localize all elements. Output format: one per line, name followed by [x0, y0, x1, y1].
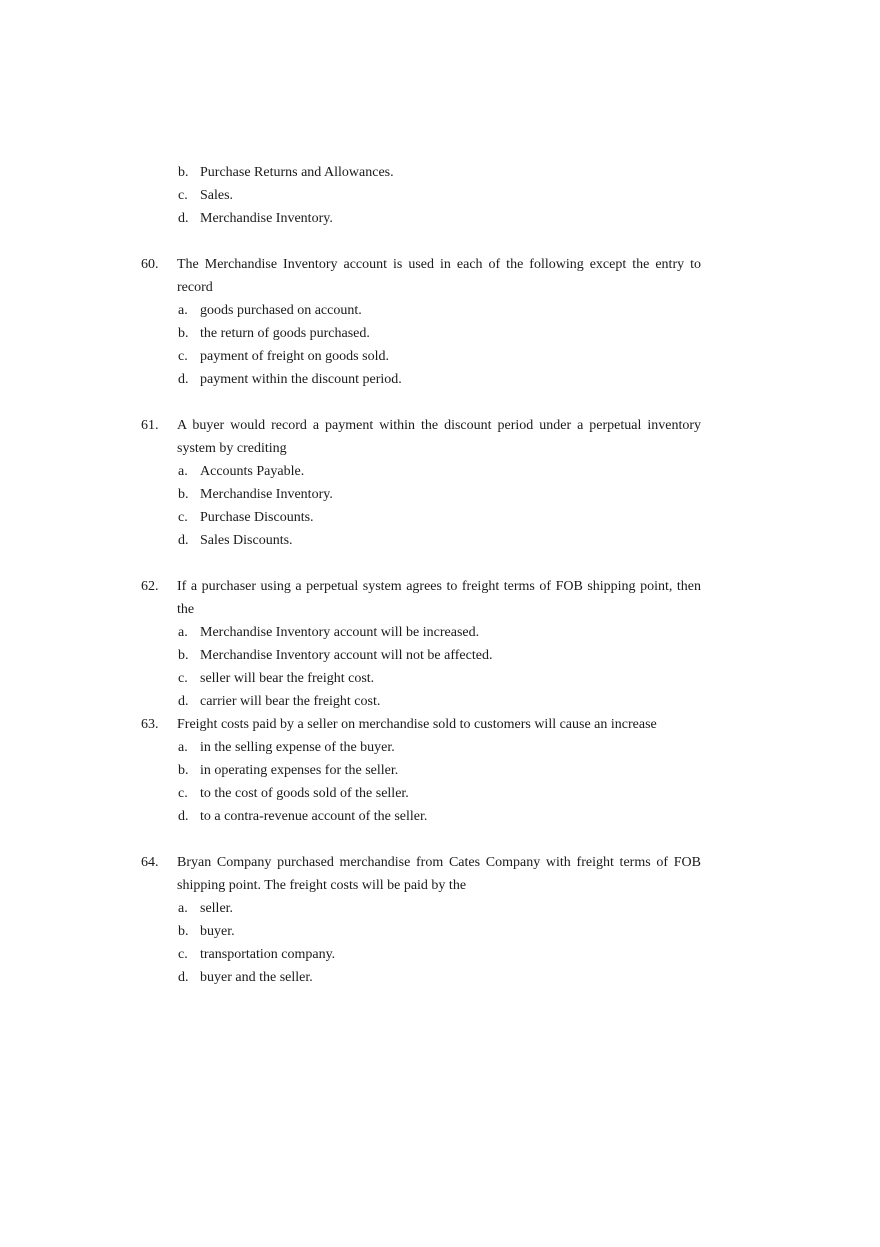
option-text: in operating expenses for the seller.	[200, 763, 399, 778]
answer-option	[0, 920, 880, 943]
option-letter: d.	[178, 694, 189, 709]
question-number: 61.	[141, 418, 159, 433]
option-text: payment of freight on goods sold.	[200, 349, 389, 364]
question-text: The Merchandise Inventory account is used in each of the following except the entry to record	[177, 257, 701, 295]
question-text: If a purchaser using a perpetual system agrees to freight terms of FOB shipping point, then the	[177, 579, 701, 617]
answer-option	[0, 782, 880, 805]
answer-option	[0, 805, 880, 828]
question-63	[0, 713, 880, 828]
option-letter: b.	[178, 487, 189, 502]
option-letter: c.	[178, 786, 188, 801]
option-text: buyer.	[200, 924, 235, 939]
option-text: Merchandise Inventory account will be increased.	[200, 625, 480, 640]
option-letter: b.	[178, 165, 189, 180]
answer-option	[0, 621, 880, 644]
answer-option	[0, 483, 880, 506]
option-letter: a.	[178, 901, 188, 916]
option-letter: d.	[178, 372, 189, 387]
option-letter: a.	[178, 740, 188, 755]
option-letter: c.	[178, 349, 188, 364]
question-62	[0, 575, 880, 713]
option-text: buyer and the seller.	[200, 970, 313, 985]
answer-option	[0, 759, 880, 782]
option-text: seller will bear the freight cost.	[200, 671, 375, 686]
question-number: 64.	[141, 855, 159, 870]
question-60	[0, 253, 880, 391]
answer-option	[0, 529, 880, 552]
answer-option	[0, 460, 880, 483]
answer-option	[0, 736, 880, 759]
option-text: Merchandise Inventory account will not be affected.	[200, 648, 493, 663]
option-text: to the cost of goods sold of the seller.	[200, 786, 409, 801]
question-64	[0, 851, 880, 989]
answer-option	[0, 897, 880, 920]
option-text: the return of goods purchased.	[200, 326, 370, 341]
question-text: Bryan Company purchased merchandise from Cates Company with freight terms of FOB shipping point. The freight costs will be paid by the	[177, 855, 701, 893]
answer-option	[0, 207, 880, 230]
option-letter: d.	[178, 533, 189, 548]
option-letter: c.	[178, 510, 188, 525]
option-letter: c.	[178, 671, 188, 686]
option-letter: b.	[178, 924, 189, 939]
question-number: 60.	[141, 257, 159, 272]
answer-option	[0, 667, 880, 690]
option-letter: b.	[178, 648, 189, 663]
question-number: 62.	[141, 579, 159, 594]
option-letter: c.	[178, 947, 188, 962]
option-text: goods purchased on account.	[200, 303, 362, 318]
option-letter: b.	[178, 763, 189, 778]
question-61	[0, 414, 880, 552]
option-text: to a contra-revenue account of the seller.	[200, 809, 428, 824]
answer-option	[0, 161, 880, 184]
option-letter: d.	[178, 809, 189, 824]
answer-option	[0, 368, 880, 391]
option-text: seller.	[200, 901, 234, 916]
question-text: Freight costs paid by a seller on merchandise sold to customers will cause an increase	[177, 717, 657, 732]
answer-option	[0, 184, 880, 207]
option-letter: b.	[178, 326, 189, 341]
answer-option	[0, 644, 880, 667]
option-text: Sales.	[200, 188, 234, 203]
option-text: Accounts Payable.	[200, 464, 305, 479]
answer-option	[0, 299, 880, 322]
option-text: Purchase Returns and Allowances.	[200, 165, 394, 180]
option-text: transportation company.	[200, 947, 336, 962]
option-text: in the selling expense of the buyer.	[200, 740, 395, 755]
option-letter: d.	[178, 970, 189, 985]
answer-option	[0, 506, 880, 529]
answer-option	[0, 943, 880, 966]
option-text: Purchase Discounts.	[200, 510, 314, 525]
option-text: payment within the discount period.	[200, 372, 402, 387]
option-letter: c.	[178, 188, 188, 203]
option-text: Merchandise Inventory.	[200, 487, 333, 502]
option-text: carrier will bear the freight cost.	[200, 694, 381, 709]
question-number: 63.	[141, 717, 159, 732]
answer-option	[0, 966, 880, 989]
answer-option	[0, 690, 880, 713]
option-letter: a.	[178, 464, 188, 479]
option-letter: a.	[178, 625, 188, 640]
question-text: A buyer would record a payment within the discount period under a perpetual inventory system by crediting	[177, 418, 701, 456]
carry-over-options	[0, 161, 880, 230]
option-letter: a.	[178, 303, 188, 318]
option-text: Sales Discounts.	[200, 533, 293, 548]
answer-option	[0, 345, 880, 368]
option-text: Merchandise Inventory.	[200, 211, 333, 226]
answer-option	[0, 322, 880, 345]
option-letter: d.	[178, 211, 189, 226]
